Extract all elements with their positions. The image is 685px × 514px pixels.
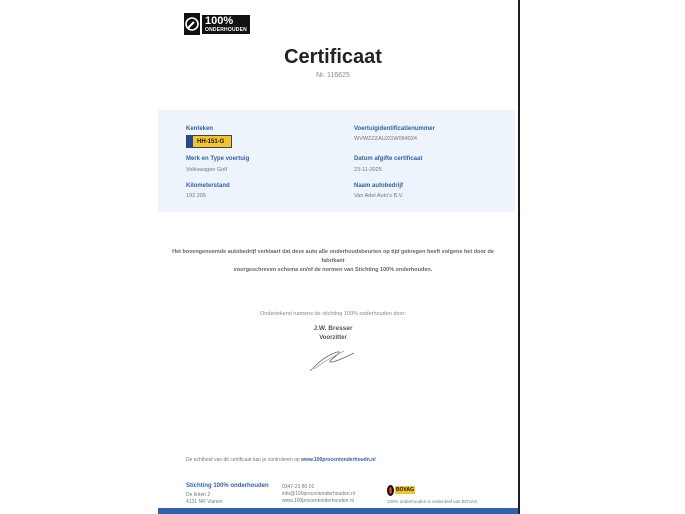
logo [184, 12, 248, 36]
eu-strip-icon [187, 136, 193, 147]
signed-by-intro: Ondertekend namens de stichting 100% onderhouden door: [260, 311, 406, 317]
verify-note [186, 457, 376, 463]
wrench-icon [184, 13, 200, 35]
footer-address-1: De Iinten 2 [186, 492, 211, 498]
certificate-statement [164, 248, 502, 274]
bovag-logo-text: BOVAG [396, 487, 414, 493]
page-title: Certificaat [284, 46, 382, 68]
license-plate [186, 135, 232, 148]
footer-website[interactable]: www.100procentonderhouden.nl [282, 498, 354, 504]
company-label: Naam autobedrijf [354, 183, 404, 189]
company-value: Van Adel Auto's B.V. [354, 193, 404, 199]
logo-subtext: ONDERHOUDEN [202, 27, 250, 34]
certificate-page [158, 0, 518, 514]
footer-phone: 0347-23 80 01 [282, 484, 315, 490]
vin-value: WVWZZZAUZGW094924 [354, 136, 417, 142]
signer-name: J.W. Bresser [313, 325, 353, 332]
mileage-label: Kilometerstand [186, 183, 230, 189]
certificate-number: Nr. 116625 [316, 72, 350, 79]
mileage-value: 192.205 [186, 193, 206, 199]
vin-label: Voertuigidentificatienummer [354, 126, 435, 132]
date-label: Datum afgifte certificaat [354, 156, 423, 162]
viewer-edge [518, 0, 520, 514]
plate-label: Kenteken [186, 126, 214, 132]
bovag-emblem-icon [387, 485, 394, 496]
signer-role: Voorzitter [319, 335, 347, 341]
verify-link[interactable]: www.100procentonderhoudn.nl [301, 457, 376, 463]
bovag-logo [387, 483, 415, 497]
plate-value: HH-151-G [197, 138, 225, 145]
statement-line-1: Het bovengenoemde autobedrijf verklaart dat deze auto alle onderhoudsbeurten op tijd gekregen heeft volgens het door de fabrikant [172, 249, 494, 264]
make-label: Merk en Type voertuig [186, 156, 250, 162]
handwritten-signature [308, 345, 356, 373]
footer-address-2: 4131 NR Vianen [186, 499, 223, 505]
bovag-note: 100% onderhouden is onderdeel van BOVAG [387, 499, 478, 504]
date-value: 23-11-2025 [354, 167, 382, 173]
footer-accent-bar [158, 508, 518, 514]
make-value: Volkswagen Golf [186, 167, 227, 173]
logo-text: 100% [202, 15, 250, 27]
footer-email[interactable]: info@100procentonderhouden.nl [282, 491, 355, 497]
verify-text: De echtheid van dit certificaat kan je controleren op [186, 457, 300, 463]
footer-org-name: Stichting 100% onderhouden [186, 483, 269, 489]
statement-line-2: voorgeschreven schema en/of de normen van Stichting 100% onderhouden. [233, 266, 433, 273]
